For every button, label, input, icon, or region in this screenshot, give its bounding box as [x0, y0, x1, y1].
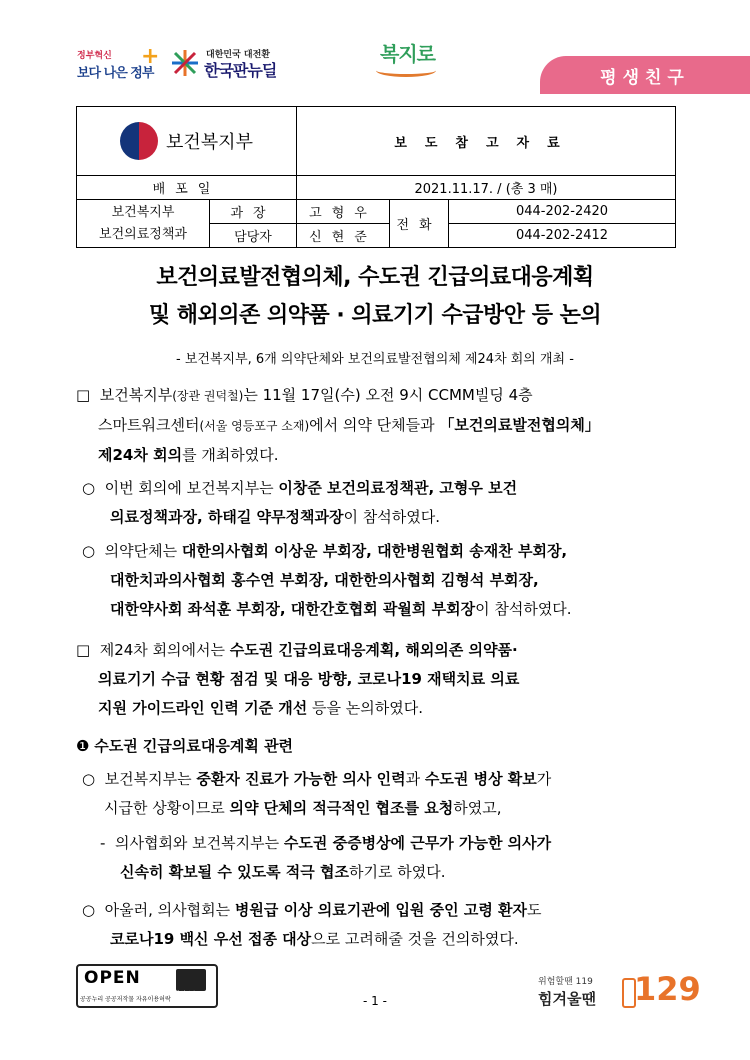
taegeuk-icon	[120, 122, 158, 160]
new-deal-mark-icon	[170, 48, 200, 78]
square-bullet: □	[76, 641, 91, 659]
logo2-line1: 대한민국 대전환	[206, 50, 270, 60]
logo1-line2: 보다 나은 정부	[77, 66, 154, 81]
headline-line1: 보건의료발전협의체, 수도권 긴급의료대응계획	[156, 265, 594, 290]
name-director: 고형우	[297, 200, 390, 224]
circle-bullet: ○	[82, 542, 96, 560]
distribution-value: 2021.11.17. / (총 3 매)	[297, 176, 676, 200]
section-1-heading: ❶ 수도권 긴급의료대응계획 관련	[76, 737, 294, 755]
paragraph-5: ○ 보건복지부는 중환자 진료가 가능한 의사 인력과 수도권 병상 확보가 시급한 상황이므로 의약 단체의 적극적인 협조를 요청하였고,	[82, 770, 552, 817]
paragraph-4: □ 제24차 회의에서는 수도권 긴급의료대응계획, 해외의존 의약품· 의료기기 수급 현황 점검 및 대응 방향, 코로나19 재택치료 의료 지원 가이드라인 인력 기준 개선 등을 논의하였다.	[76, 641, 520, 717]
paragraph-6: - 의사협회와 보건복지부는 수도권 중증병상에 근무가 가능한 의사가 신속히 확보될 수 있도록 적극 협조하기로 하였다.	[100, 834, 552, 881]
phone-staff: 044-202-2412	[449, 224, 676, 248]
attribution-icon	[176, 969, 206, 991]
circle-bullet: ○	[82, 479, 96, 497]
korean-new-deal-logo	[170, 44, 320, 84]
open-caption: 공공누리 공공저작물 자유이용허락	[80, 996, 171, 1003]
circle-bullet: ○	[82, 901, 96, 919]
plus-icon: +	[141, 44, 160, 69]
hotline-big-text: 힘겨울땐	[538, 990, 596, 1008]
subheadline: - 보건복지부, 6개 의약단체와 보건의료발전협의체 제24차 회의 개최 -	[176, 352, 574, 367]
lifelong-friend-tag: 평생친구	[540, 56, 750, 94]
square-bullet: □	[76, 386, 91, 404]
bokjiro-text: 복지로	[380, 42, 435, 66]
hotline-number: 129	[634, 970, 701, 1008]
page-number: - 1 -	[363, 994, 387, 1008]
gov-innovation-logo	[75, 44, 160, 86]
bokjiro-arc-icon	[376, 64, 436, 77]
name-staff: 신현준	[297, 224, 390, 248]
hotline-129-logo	[538, 970, 701, 1010]
role-director: 과장	[210, 200, 297, 224]
open-label: OPEN	[84, 968, 141, 988]
paragraph-3: ○ 의약단체는 대한의사협회 이상운 부회장, 대한병원협회 송재찬 부회장, 대한치과의사협회 홍수연 부회장, 대한한의사협회 김형석 부회장, 대한약사회 좌석훈 부회장, 대한간호협회 곽월희 부회장이 참석하였다.	[82, 542, 572, 618]
paragraph-1: □ 보건복지부(장관 권덕철)는 11월 17일(수) 오전 9시 CCMM빌딩 4층 스마트워크센터(서울 영등포구 소재)에서 의약 단체들과 「보건의료발전협의체」 제24차 회의를 개최하였다.	[76, 386, 600, 464]
role-staff: 담당자	[210, 224, 297, 248]
logo1-line1: 정부혁신	[77, 51, 112, 61]
circle-bullet: ○	[82, 770, 96, 788]
ministry-cell	[77, 107, 297, 176]
headline-line2: 및 해외의존 의약품 · 의료기기 수급방안 등 논의	[148, 303, 602, 328]
department-line1: 보건복지부	[111, 204, 175, 220]
bokjiro-logo	[380, 38, 435, 67]
paragraph-2: ○ 이번 회의에 보건복지부는 이창준 보건의료정책관, 고형우 보건 의료정책과장, 하태길 약무정책과장이 참석하였다.	[82, 479, 518, 526]
hotline-small-text: 위험할땐 119	[538, 977, 593, 987]
phone-label: 전화	[390, 200, 449, 248]
attribution-label: 출처표시	[176, 991, 196, 997]
number-one-icon: ❶	[76, 737, 90, 755]
dash-bullet: -	[100, 834, 106, 852]
press-info-table	[76, 106, 676, 248]
paragraph-7: ○ 아울러, 의사협회는 병원급 이상 의료기관에 입원 중인 고령 환자도 코로나19 백신 우선 접종 대상으로 고려해줄 것을 건의하였다.	[82, 901, 542, 948]
distribution-label: 배포일	[77, 176, 297, 200]
phone-director: 044-202-2420	[449, 200, 676, 224]
ministry-name: 보건복지부	[166, 132, 253, 153]
department-cell	[77, 200, 210, 248]
logo2-line2: 한국판뉴딜	[204, 61, 277, 80]
press-title: 보도참고자료	[297, 107, 676, 176]
department-line2: 보건의료정책과	[99, 226, 187, 242]
